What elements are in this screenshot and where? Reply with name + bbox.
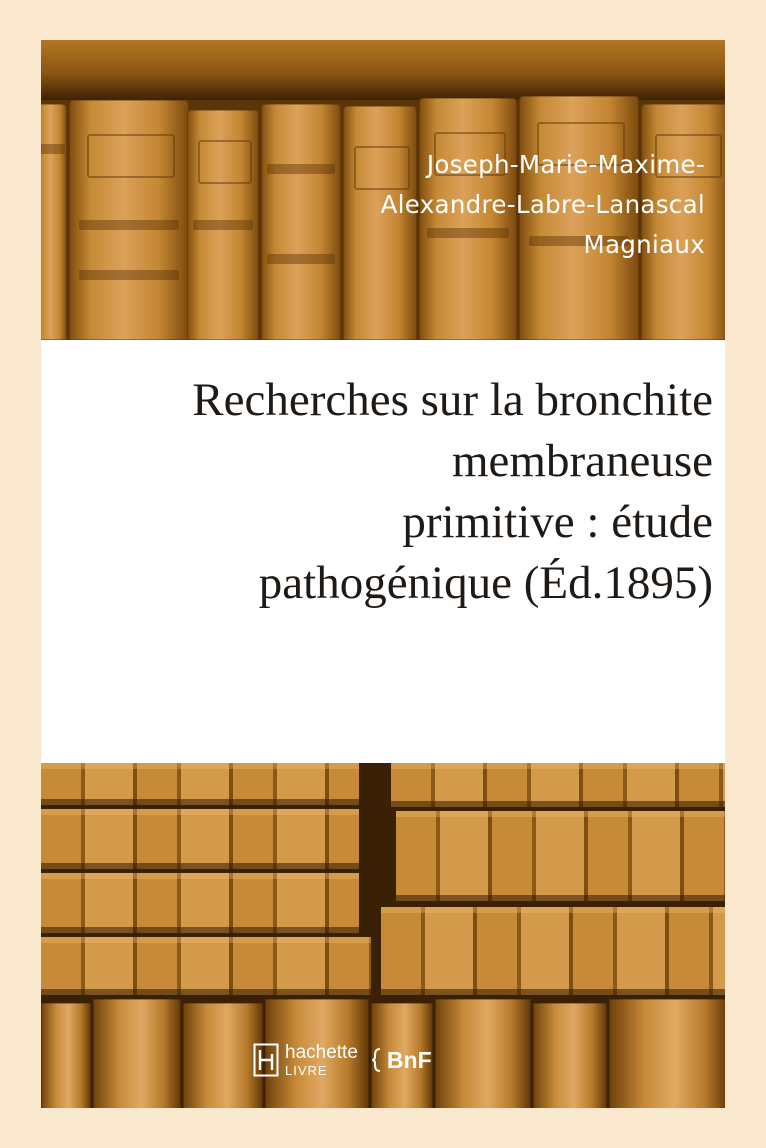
publisher-logos [253, 1038, 432, 1082]
book-row [41, 809, 359, 869]
bnf-bracket-icon [372, 1047, 382, 1073]
book-title [53, 370, 713, 614]
bottom-book-photo [41, 763, 725, 1108]
title-line: pathogénique (Éd.1895) [258, 557, 713, 609]
title-line: primitive : étude [402, 496, 713, 548]
book-row [41, 763, 359, 805]
book-row [41, 937, 371, 995]
book-spine [93, 999, 181, 1108]
book-spine [69, 100, 189, 340]
author-block [185, 145, 705, 265]
bnf-logo [372, 1047, 432, 1074]
book-row [41, 873, 359, 933]
title-line: Recherches sur la bronchite [192, 374, 713, 426]
title-band [41, 340, 725, 763]
top-book-photo [41, 40, 725, 340]
book-spine [41, 104, 67, 340]
hachette-sub: LIVRE [285, 1063, 328, 1078]
title-line: membraneuse [451, 435, 713, 487]
hachette-name: hachette [285, 1042, 358, 1063]
book-spine [41, 1003, 91, 1108]
book-row [391, 763, 725, 807]
bnf-name: BnF [386, 1046, 432, 1073]
author-line: Joseph-Marie-Maxime- [426, 150, 705, 179]
shelf-top-strip [41, 40, 725, 100]
book-spine [183, 1003, 263, 1108]
book-cover [41, 40, 725, 1108]
author-line: Magniaux [583, 230, 705, 259]
book-spine [533, 1003, 607, 1108]
hachette-logo [253, 1043, 358, 1077]
book-spine [435, 999, 531, 1108]
author-line: Alexandre-Labre-Lanascal [380, 190, 705, 219]
book-row [396, 811, 725, 901]
book-spine [609, 999, 725, 1108]
book-row [381, 907, 725, 995]
hachette-logo-icon [253, 1043, 279, 1077]
